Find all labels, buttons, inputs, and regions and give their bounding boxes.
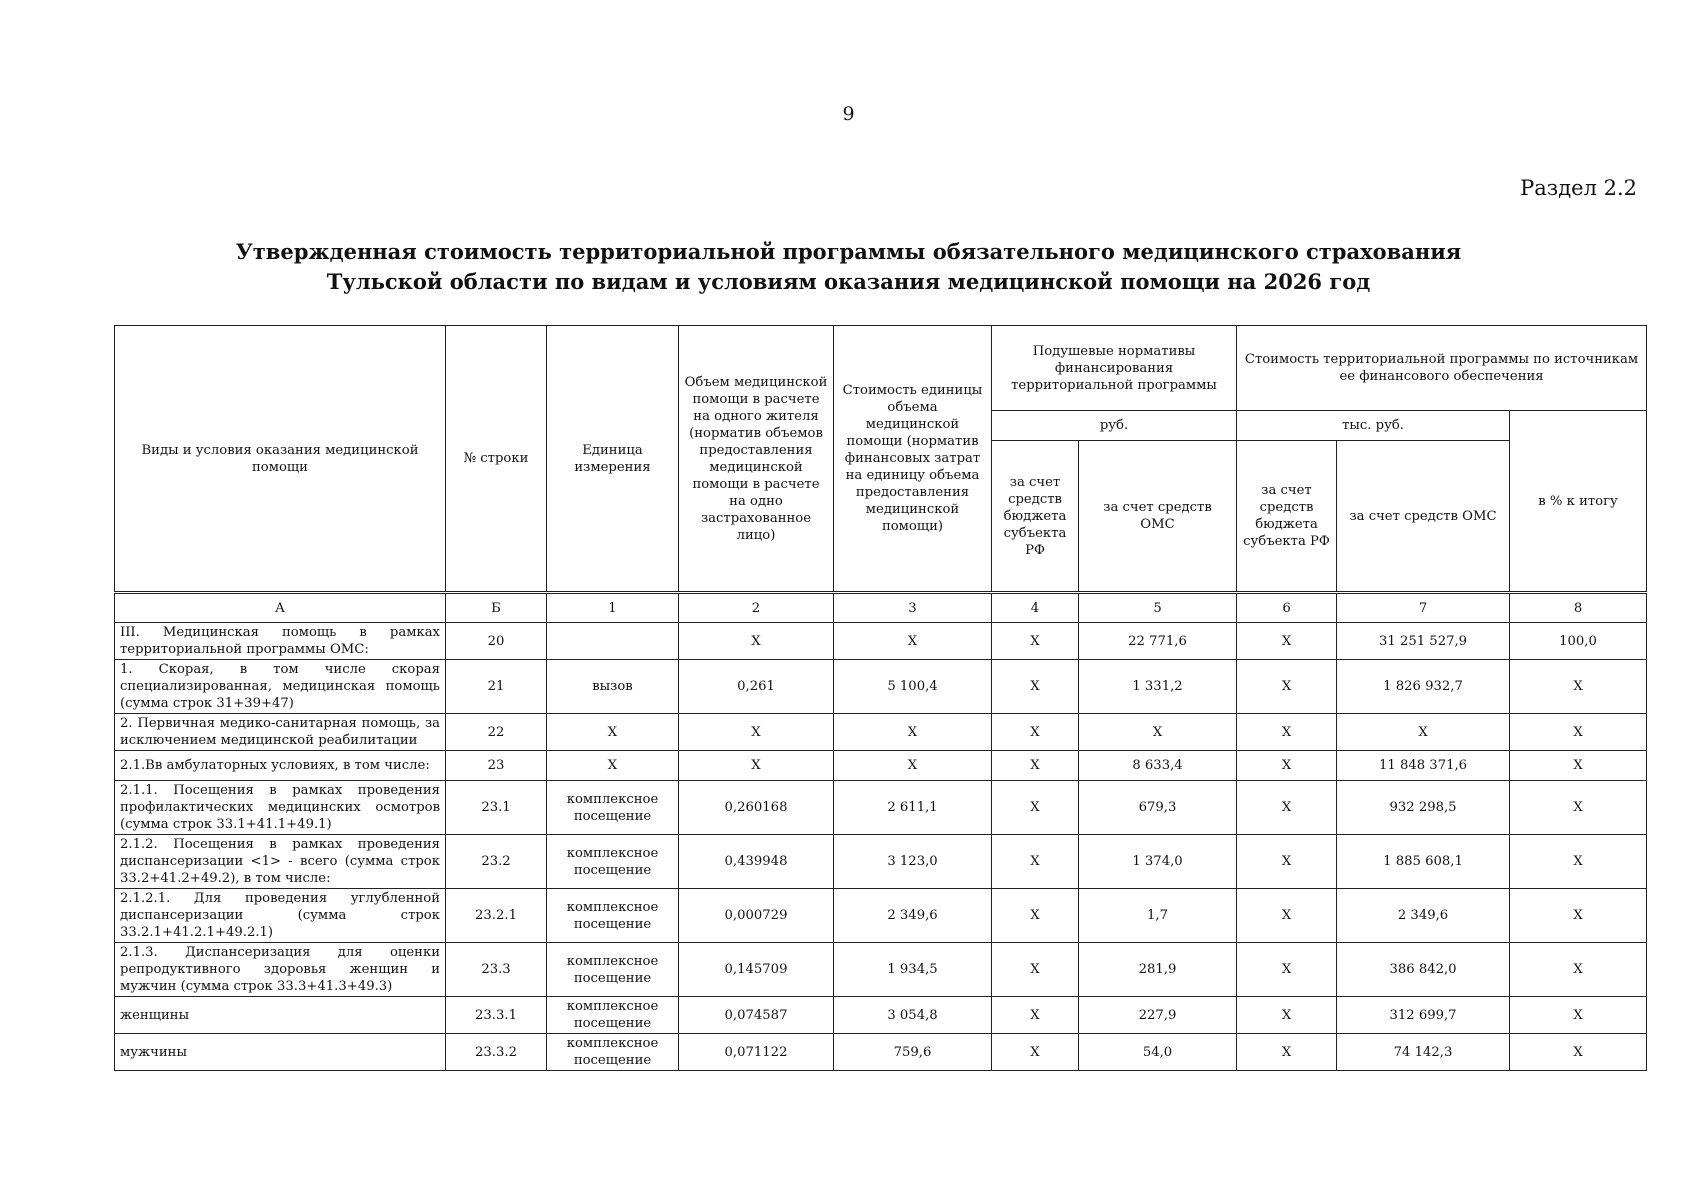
row-unit-cost: 3 123,0 xyxy=(834,835,992,889)
row-percent: X xyxy=(1510,997,1647,1034)
row-volume: 0,261 xyxy=(679,660,834,714)
row-cost-oms: 1 885 608,1 xyxy=(1337,835,1510,889)
column-number: 1 xyxy=(547,593,679,623)
row-cost-budget: X xyxy=(1237,889,1337,943)
row-percapita-budget: X xyxy=(992,751,1079,781)
row-number: 23.2.1 xyxy=(446,889,547,943)
header-budget-2: за счет средств бюджета субъекта РФ xyxy=(1237,441,1337,593)
row-unit-cost: X xyxy=(834,714,992,751)
row-number: 23.3.2 xyxy=(446,1034,547,1071)
row-percapita-budget: X xyxy=(992,997,1079,1034)
row-percapita-oms: 54,0 xyxy=(1079,1034,1237,1071)
row-unit-cost: 3 054,8 xyxy=(834,997,992,1034)
title-line-1: Утвержденная стоимость территориальной программы обязательного медицинского страхования xyxy=(235,239,1462,264)
title-line-2: Тульской области по видам и условиям оказания медицинской помощи на 2026 год xyxy=(326,269,1371,294)
header-oms-2: за счет средств ОМС xyxy=(1337,441,1510,593)
row-cost-budget: X xyxy=(1237,751,1337,781)
row-percapita-oms: 8 633,4 xyxy=(1079,751,1237,781)
row-percapita-budget: X xyxy=(992,835,1079,889)
header-volume: Объем медицинской помощи в расчете на одного жителя (норматив объемов предоставления медицинской помощи в расчете на одно застрахованное лицо) xyxy=(679,326,834,593)
row-cost-budget: X xyxy=(1237,1034,1337,1071)
row-volume: 0,000729 xyxy=(679,889,834,943)
row-number: 23.3.1 xyxy=(446,997,547,1034)
table-row xyxy=(115,1034,1647,1071)
row-cost-oms: 11 848 371,6 xyxy=(1337,751,1510,781)
row-cost-oms: 312 699,7 xyxy=(1337,997,1510,1034)
section-label: Раздел 2.2 xyxy=(1520,176,1637,200)
row-cost-budget: X xyxy=(1237,835,1337,889)
row-number: 22 xyxy=(446,714,547,751)
header-per-capita: Подушевые нормативы финансирования территориальной программы xyxy=(992,326,1237,411)
table-row xyxy=(115,997,1647,1034)
column-number: А xyxy=(115,593,446,623)
header-budget: за счет средств бюджета субъекта РФ xyxy=(992,441,1079,593)
row-percapita-budget: X xyxy=(992,943,1079,997)
row-percapita-budget: X xyxy=(992,623,1079,660)
row-cost-budget: X xyxy=(1237,781,1337,835)
row-unit: комплексное посещение xyxy=(547,1034,679,1071)
header-thous-rub: тыс. руб. xyxy=(1237,411,1510,441)
table-row xyxy=(115,714,1647,751)
row-name: 1. Скорая, в том числе скорая специализированная, медицинская помощь (сумма строк 31+39+47) xyxy=(115,660,446,714)
row-unit: X xyxy=(547,751,679,781)
column-number: 2 xyxy=(679,593,834,623)
row-name: III. Медицинская помощь в рамках территориальной программы ОМС: xyxy=(115,623,446,660)
row-unit-cost: 5 100,4 xyxy=(834,660,992,714)
row-percapita-budget: X xyxy=(992,714,1079,751)
header-unit: Единица измерения xyxy=(547,326,679,593)
row-number: 23.2 xyxy=(446,835,547,889)
header-kind: Виды и условия оказания медицинской помощи xyxy=(115,326,446,593)
row-percapita-oms: 679,3 xyxy=(1079,781,1237,835)
row-number: 21 xyxy=(446,660,547,714)
row-cost-oms: 31 251 527,9 xyxy=(1337,623,1510,660)
row-name: женщины xyxy=(115,997,446,1034)
row-volume: 0,260168 xyxy=(679,781,834,835)
row-cost-budget: X xyxy=(1237,623,1337,660)
page-number: 9 xyxy=(842,103,855,125)
row-percent: X xyxy=(1510,835,1647,889)
row-volume: X xyxy=(679,714,834,751)
table-row xyxy=(115,623,1647,660)
row-cost-budget: X xyxy=(1237,997,1337,1034)
row-percapita-budget: X xyxy=(992,1034,1079,1071)
row-unit xyxy=(547,623,679,660)
row-name: 2.1.2.1. Для проведения углубленной диспансеризации (сумма строк 33.2.1+41.2.1+49.2.1) xyxy=(115,889,446,943)
row-percent: 100,0 xyxy=(1510,623,1647,660)
row-cost-oms: 932 298,5 xyxy=(1337,781,1510,835)
row-number: 23 xyxy=(446,751,547,781)
document-title xyxy=(0,237,1697,297)
row-percent: X xyxy=(1510,781,1647,835)
row-volume: 0,074587 xyxy=(679,997,834,1034)
row-percapita-budget: X xyxy=(992,889,1079,943)
row-percent: X xyxy=(1510,714,1647,751)
row-cost-oms: 2 349,6 xyxy=(1337,889,1510,943)
row-cost-oms: X xyxy=(1337,714,1510,751)
row-unit: комплексное посещение xyxy=(547,943,679,997)
row-unit: вызов xyxy=(547,660,679,714)
column-number: 3 xyxy=(834,593,992,623)
row-percapita-budget: X xyxy=(992,781,1079,835)
column-number: 8 xyxy=(1510,593,1647,623)
row-percapita-budget: X xyxy=(992,660,1079,714)
row-name: 2.1.3. Диспансеризация для оценки репродуктивного здоровья женщин и мужчин (сумма строк 33.3+41.3+49.3) xyxy=(115,943,446,997)
row-number: 23.3 xyxy=(446,943,547,997)
header-row-no: № строки xyxy=(446,326,547,593)
row-percapita-oms: X xyxy=(1079,714,1237,751)
row-unit-cost: 2 611,1 xyxy=(834,781,992,835)
row-percapita-oms: 1 331,2 xyxy=(1079,660,1237,714)
row-unit-cost: X xyxy=(834,623,992,660)
row-cost-budget: X xyxy=(1237,943,1337,997)
row-unit: комплексное посещение xyxy=(547,997,679,1034)
column-number: 7 xyxy=(1337,593,1510,623)
header-percent: в % к итогу xyxy=(1510,411,1647,593)
row-unit: комплексное посещение xyxy=(547,835,679,889)
column-number: Б xyxy=(446,593,547,623)
row-unit: X xyxy=(547,714,679,751)
row-name: мужчины xyxy=(115,1034,446,1071)
column-number: 5 xyxy=(1079,593,1237,623)
row-percapita-oms: 1,7 xyxy=(1079,889,1237,943)
row-percent: X xyxy=(1510,1034,1647,1071)
row-volume: 0,145709 xyxy=(679,943,834,997)
row-volume: X xyxy=(679,623,834,660)
row-number: 20 xyxy=(446,623,547,660)
header-rub: руб. xyxy=(992,411,1237,441)
row-name: 2.1.Вв амбулаторных условиях, в том числе: xyxy=(115,751,446,781)
row-percapita-oms: 1 374,0 xyxy=(1079,835,1237,889)
row-unit: комплексное посещение xyxy=(547,781,679,835)
row-unit: комплексное посещение xyxy=(547,889,679,943)
column-number: 4 xyxy=(992,593,1079,623)
table-row xyxy=(115,660,1647,714)
row-cost-budget: X xyxy=(1237,660,1337,714)
row-volume: 0,071122 xyxy=(679,1034,834,1071)
header-cost: Стоимость единицы объема медицинской помощи (норматив финансовых затрат на единицу объема предоставления медицинской помощи) xyxy=(834,326,992,593)
cost-table xyxy=(114,325,1647,1071)
row-percent: X xyxy=(1510,660,1647,714)
row-percent: X xyxy=(1510,889,1647,943)
row-name: 2.1.1. Посещения в рамках проведения профилактических медицинских осмотров (сумма строк 33.1+41.1+49.1) xyxy=(115,781,446,835)
row-percapita-oms: 227,9 xyxy=(1079,997,1237,1034)
row-name: 2.1.2. Посещения в рамках проведения диспансеризации <1> - всего (сумма строк 33.2+41.2+49.2), в том числе: xyxy=(115,835,446,889)
row-cost-oms: 386 842,0 xyxy=(1337,943,1510,997)
column-number: 6 xyxy=(1237,593,1337,623)
row-number: 23.1 xyxy=(446,781,547,835)
row-volume: 0,439948 xyxy=(679,835,834,889)
table-row xyxy=(115,751,1647,781)
header-oms: за счет средств ОМС xyxy=(1079,441,1237,593)
table-row xyxy=(115,889,1647,943)
row-percapita-oms: 281,9 xyxy=(1079,943,1237,997)
row-percent: X xyxy=(1510,751,1647,781)
table-row xyxy=(115,835,1647,889)
row-unit-cost: 2 349,6 xyxy=(834,889,992,943)
row-name: 2. Первичная медико-санитарная помощь, за исключением медицинской реабилитации xyxy=(115,714,446,751)
row-percent: X xyxy=(1510,943,1647,997)
column-number-row xyxy=(115,593,1647,623)
row-percapita-oms: 22 771,6 xyxy=(1079,623,1237,660)
row-unit-cost: 759,6 xyxy=(834,1034,992,1071)
row-unit-cost: 1 934,5 xyxy=(834,943,992,997)
row-cost-oms: 1 826 932,7 xyxy=(1337,660,1510,714)
row-cost-budget: X xyxy=(1237,714,1337,751)
row-unit-cost: X xyxy=(834,751,992,781)
table-row xyxy=(115,943,1647,997)
header-program-cost: Стоимость территориальной программы по источникам ее финансового обеспечения xyxy=(1237,326,1647,411)
row-volume: X xyxy=(679,751,834,781)
row-cost-oms: 74 142,3 xyxy=(1337,1034,1510,1071)
table-row xyxy=(115,781,1647,835)
